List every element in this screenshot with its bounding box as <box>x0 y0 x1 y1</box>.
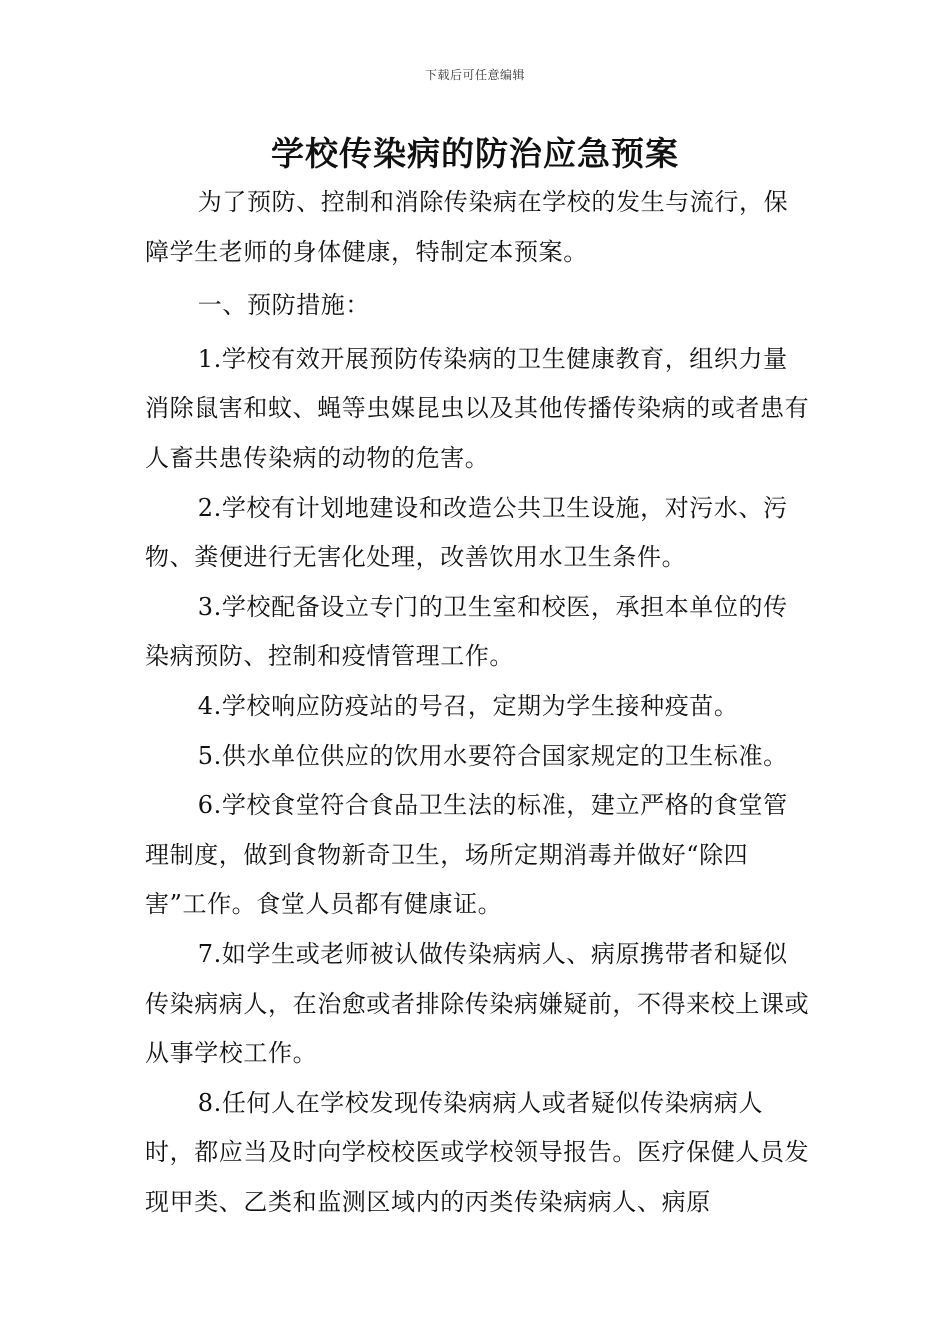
measure-item-4: 4.学校响应防疫站的号召，定期为学生接种疫苗。 <box>197 691 739 720</box>
measure-item-2: 2.学校有计划地建设和改造公共卫生设施，对污水、污物、粪便进行无害化处理，改善饮用水卫生条件。 <box>145 493 788 572</box>
document-body <box>145 178 810 1227</box>
header-note: 下载后可任意编辑 <box>424 68 525 82</box>
measure-item-1: 1.学校有效开展预防传染病的卫生健康教育，组织力量消除鼠害和蚊、蝇等虫媒昆虫以及其他传播传染病的或者患有人畜共患传染病的动物的危害。 <box>145 344 810 472</box>
measure-item-3: 3.学校配备设立专门的卫生室和校医，承担本单位的传染病预防、控制和疫情管理工作。 <box>145 592 788 671</box>
measure-item-8: 8.任何人在学校发现传染病病人或者疑似传染病病人时，都应当及时向学校校医或学校领导报告。医疗保健人员发现甲类、乙类和监测区域内的丙类传染病病人、病原 <box>145 1088 810 1216</box>
measure-item-5: 5.供水单位供应的饮用水要符合国家规定的卫生标准。 <box>197 741 788 770</box>
measure-item-7: 7.如学生或老师被认做传染病病人、病原携带者和疑似传染病病人，在治愈或者排除传染病嫌疑前，不得来校上课或从事学校工作。 <box>145 939 810 1068</box>
section-heading-prevention: 一、预防措施： <box>197 291 370 320</box>
document-title: 学校传染病的防治应急预案 <box>271 134 679 173</box>
measure-item-6: 6.学校食堂符合食品卫生法的标准，建立严格的食堂管理制度，做到食物新奇卫生，场所定期消毒并做好“除四害”工作。食堂人员都有健康证。 <box>145 791 788 919</box>
intro-paragraph: 为了预防、控制和消除传染病在学校的发生与流行，保障学生老师的身体健康，特制定本预案。 <box>145 188 789 266</box>
